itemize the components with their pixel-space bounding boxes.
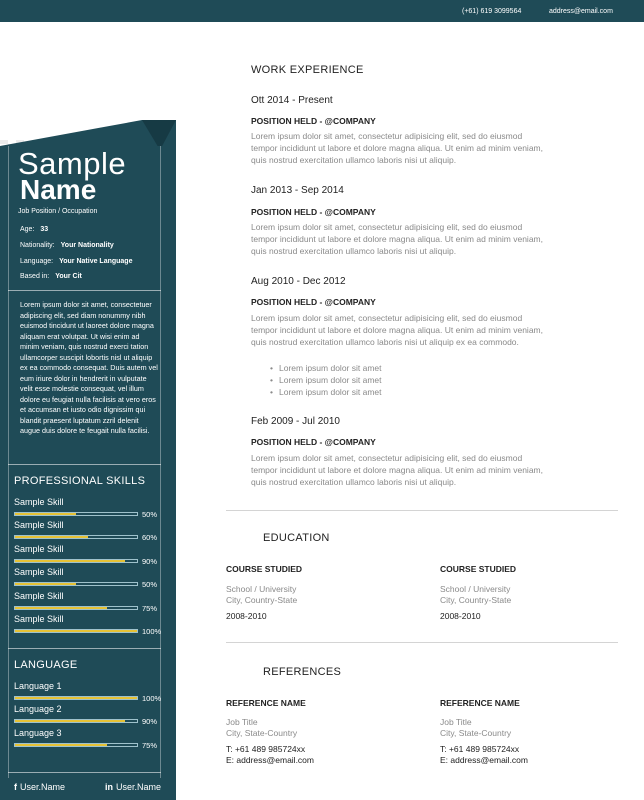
language-bar	[14, 719, 138, 723]
job-date: Ott 2014 - Present	[251, 95, 333, 106]
reference-location: City, State-Country	[226, 728, 298, 738]
skill-bar	[14, 629, 138, 633]
linkedin-icon: in	[105, 782, 113, 792]
info-value: Your Cit	[55, 273, 82, 280]
main-content	[176, 22, 644, 800]
skill-bar-fill	[15, 583, 76, 585]
job-description	[251, 312, 601, 348]
info-label: Language:	[20, 258, 54, 265]
reference-job: Job Title	[226, 717, 258, 727]
reference-name: REFERENCE NAME	[226, 698, 306, 708]
skill-percent: 60%	[142, 533, 158, 542]
reference-email[interactable]: E: address@email.com	[226, 755, 314, 765]
info-nationality	[20, 242, 114, 249]
skill-bar-fill	[15, 536, 88, 538]
school-name: School / University	[440, 584, 511, 594]
facebook-username: User.Name	[20, 782, 66, 792]
skill-bar-fill	[15, 513, 76, 515]
language-bar-fill	[15, 744, 107, 746]
reference-email[interactable]: E: address@email.com	[440, 755, 528, 765]
section-divider	[226, 642, 618, 643]
skill-percent: 90%	[142, 557, 158, 566]
skill-label: Sample Skill	[14, 544, 64, 554]
bullet-item: • Lorem ipsum dolor sit amet	[270, 362, 382, 374]
language-bar	[14, 696, 138, 700]
language-percent: 75%	[142, 741, 158, 750]
language-bar	[14, 743, 138, 747]
linkedin-username: User.Name	[116, 782, 162, 792]
bullet-item: • Lorem ipsum dolor sit amet	[270, 374, 382, 386]
info-age	[20, 226, 48, 233]
skill-label: Sample Skill	[14, 591, 64, 601]
sidebar-divider	[8, 772, 161, 773]
language-percent: 90%	[142, 717, 158, 726]
facebook-icon: f	[14, 782, 17, 792]
course-title: COURSE STUDIED	[226, 564, 303, 574]
job-description	[251, 221, 601, 257]
skill-bar	[14, 606, 138, 610]
skill-label: Sample Skill	[14, 567, 64, 577]
language-title: LANGUAGE	[14, 659, 78, 671]
profile-summary: Lorem ipsum dolor sit amet, consectetuer adipiscing elit, sed diam nonummy nibh euismod tincidunt ut laoreet dolore magna aliquam erat volutpat. Ut wisi enim ad minim veniam, quis nostrud exerci tation ullamcorper suscipit lobortis nisl ut aliquip ex ea commodo consequat. Duis autem vel eum iriure dolor in hendrerit in vulputate velit esse molestie consequat, vel illum dolore eu feugiat nulla facilisis at vero eros et accumsan et iusto odio dignissim qui blandit praesent luptatum zzril delenit augue duis dolore te feugait nulla facilisi.	[20, 300, 158, 435]
info-label: Based in:	[20, 273, 50, 280]
facebook-link[interactable]	[14, 782, 65, 792]
course-title: COURSE STUDIED	[440, 564, 517, 574]
skill-percent: 50%	[142, 580, 158, 589]
job-description	[251, 130, 601, 166]
description-line: tempor incididunt ut labore et dolore magna aliqua. Ut enim ad minim veniam,	[251, 234, 543, 244]
description-line: quis nostrud exercitation ullamco laboris nisi ut aliquip ex ea commodo.	[251, 337, 519, 347]
phone-text: (+61) 619 3099564	[462, 8, 522, 15]
course-years: 2008-2010	[226, 611, 267, 621]
job-position: POSITION HELD - @COMPANY	[251, 437, 376, 447]
skill-percent: 100%	[142, 627, 162, 636]
reference-phone: T: +61 489 985724xx	[226, 744, 306, 754]
sidebar-top-band	[0, 0, 176, 22]
work-title: WORK EXPERIENCE	[251, 64, 364, 76]
description-line: Lorem ipsum dolor sit amet, consectetur adipisicing elit, sed do eiusmod	[251, 313, 523, 323]
school-location: City, Country-State	[440, 595, 512, 605]
skill-bar-fill	[15, 630, 137, 632]
email-text: address@email.com	[549, 8, 613, 15]
job-description	[251, 452, 601, 488]
info-label: Age:	[20, 226, 35, 233]
description-line: tempor incididunt ut labore et dolore magna aliqua. Ut enim ad minim veniam,	[251, 143, 543, 153]
sidebar	[0, 146, 176, 800]
description-line: tempor incididunt ut labore et dolore magna aliqua. Ut enim ad minim veniam,	[251, 325, 543, 335]
reference-location: City, State-Country	[440, 728, 512, 738]
school-location: City, Country-State	[226, 595, 298, 605]
skill-bar	[14, 582, 138, 586]
sidebar-divider	[8, 290, 161, 291]
education-title: EDUCATION	[263, 532, 330, 544]
sidebar-divider	[8, 464, 161, 465]
skills-title: PROFESSIONAL SKILLS	[14, 475, 146, 487]
job-title: Job Position / Occupation	[18, 208, 98, 215]
job-date: Feb 2009 - Jul 2010	[251, 416, 340, 427]
description-line: quis nostrud exercitation ullamco laboris nisi ut aliquip.	[251, 477, 457, 487]
skill-bar-fill	[15, 560, 125, 562]
language-label: Language 3	[14, 728, 62, 738]
description-line: quis nostrud exercitation ullamco laboris nisi ut aliquip.	[251, 155, 457, 165]
info-value: Your Nationality	[60, 242, 114, 249]
skill-percent: 50%	[142, 510, 158, 519]
school-name: School / University	[226, 584, 297, 594]
description-line: Lorem ipsum dolor sit amet, consectetur adipisicing elit, sed do eiusmod	[251, 131, 523, 141]
skill-bar	[14, 535, 138, 539]
language-percent: 100%	[142, 694, 162, 703]
language-bar-fill	[15, 697, 137, 699]
info-value: Your Native Language	[59, 258, 133, 265]
language-bar-fill	[15, 720, 125, 722]
linkedin-link[interactable]	[105, 782, 161, 792]
info-value: 33	[40, 226, 49, 233]
language-label: Language 1	[14, 681, 62, 691]
info-based-in	[20, 273, 82, 280]
language-label: Language 2	[14, 704, 62, 714]
skill-percent: 75%	[142, 604, 158, 613]
description-line: Lorem ipsum dolor sit amet, consectetur adipisicing elit, sed do eiusmod	[251, 222, 523, 232]
description-line: Lorem ipsum dolor sit amet, consectetur adipisicing elit, sed do eiusmod	[251, 453, 523, 463]
reference-name: REFERENCE NAME	[440, 698, 520, 708]
info-label: Nationality:	[20, 242, 55, 249]
reference-job: Job Title	[440, 717, 472, 727]
job-position: POSITION HELD - @COMPANY	[251, 207, 376, 217]
job-date: Aug 2010 - Dec 2012	[251, 276, 346, 287]
bullet-item: • Lorem ipsum dolor sit amet	[270, 386, 382, 398]
first-name: Sample	[18, 146, 127, 181]
job-position: POSITION HELD - @COMPANY	[251, 297, 376, 307]
job-date: Jan 2013 - Sep 2014	[251, 185, 344, 196]
section-divider	[226, 510, 618, 511]
course-years: 2008-2010	[440, 611, 481, 621]
skill-bar	[14, 512, 138, 516]
contact-bar	[176, 0, 644, 22]
skill-label: Sample Skill	[14, 497, 64, 507]
description-line: tempor incididunt ut labore et dolore magna aliqua. Ut enim ad minim veniam,	[251, 465, 543, 475]
job-position: POSITION HELD - @COMPANY	[251, 116, 376, 126]
info-language	[20, 258, 132, 265]
skill-bar	[14, 559, 138, 563]
skill-bar-fill	[15, 607, 107, 609]
last-name: Name	[20, 174, 97, 205]
skill-label: Sample Skill	[14, 614, 64, 624]
reference-phone: T: +61 489 985724xx	[440, 744, 520, 754]
skill-label: Sample Skill	[14, 520, 64, 530]
references-title: REFERENCES	[263, 666, 342, 678]
sidebar-divider	[8, 648, 161, 649]
description-line: quis nostrud exercitation ullamco laboris nisi ut aliquip.	[251, 246, 457, 256]
job-bullets	[270, 362, 382, 398]
